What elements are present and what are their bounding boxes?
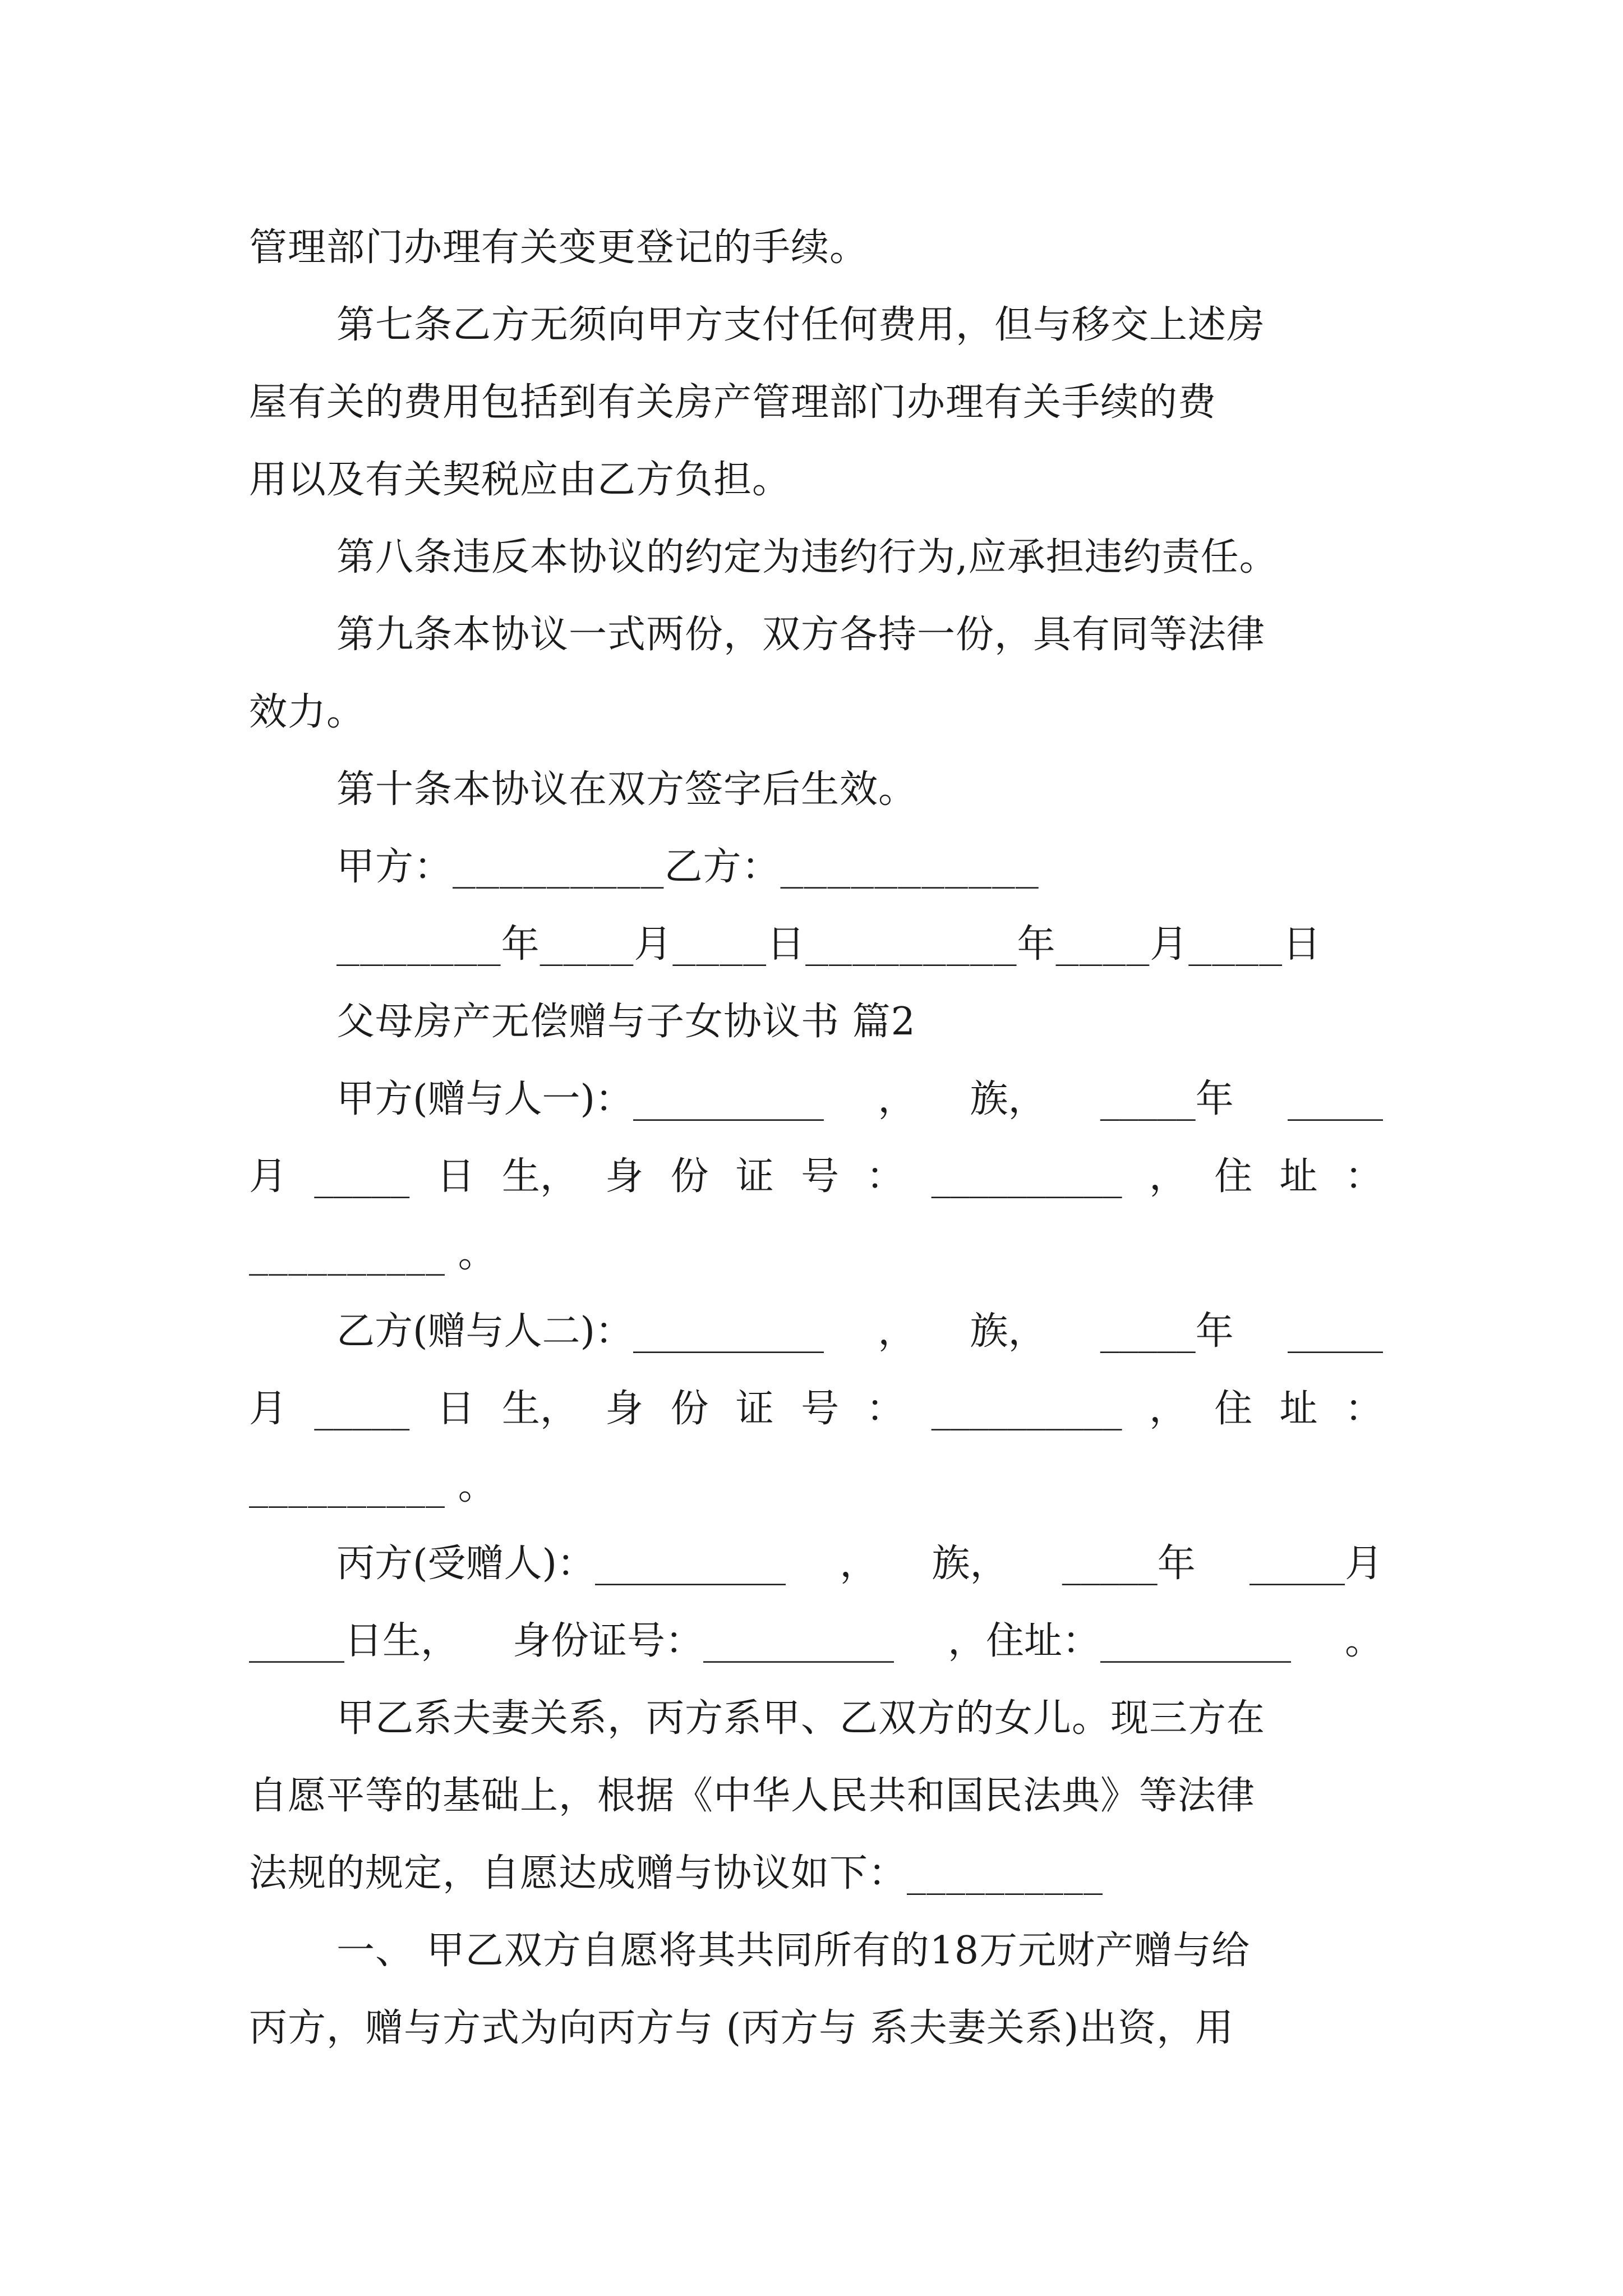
birth-month: _____月 [1249,1542,1383,1586]
char: 身 [605,1154,644,1199]
party-a-address-blank: __________ 。 [249,1232,497,1276]
comma: ， [878,1077,916,1121]
ethnicity-label: 族， [970,1309,1046,1354]
char: ： [1344,1387,1383,1431]
char: 份 [670,1387,709,1431]
birth-month-blank: _____ [1287,1309,1383,1354]
clause-7-line-2: 屋有关的费用包括到有关房产管理部门办理有关手续的费 [249,380,1217,425]
comma: ， [878,1309,916,1354]
id-number-blank: __________ [931,1387,1122,1431]
party-c-line-1 [336,1536,1383,1592]
period: 。 [1344,1619,1383,1663]
char: 证 [735,1154,774,1199]
char: 身 [605,1387,644,1431]
party-a-label: 甲方(赠与人一)：__________ [336,1077,824,1121]
month-label: 月 [249,1387,288,1431]
party-a-line-2 [249,1149,1383,1205]
signature-line: 甲方：_________乙方：___________ [336,845,1039,889]
party-b-address-blank: __________ 。 [249,1464,497,1508]
char: 份 [670,1154,709,1199]
clause-10: 第十条本协议在双方签字后生效。 [336,767,917,812]
address: ，住址：__________ [947,1619,1291,1663]
date-line: _______年____月____日_________年____月____日 [336,922,1322,967]
clause-8: 第八条违反本协议的约定为违约行为,应承担违约责任。 [336,535,1278,579]
ethnicity-label: 族， [970,1077,1046,1121]
party-b-line-2 [249,1381,1383,1437]
birth-year: _____年 [1062,1542,1196,1586]
char: 日 [436,1387,475,1431]
article-1-line-1: 一、 甲乙双方自愿将其共同所有的18万元财产赠与给 [336,1929,1251,1973]
char: 日 [436,1154,475,1199]
birth-day: _____日生， [249,1619,459,1663]
clause-6-continuation: 管理部门办理有关变更登记的手续。 [249,226,869,270]
party-c-line-2 [249,1613,1383,1669]
char: 证 [735,1387,774,1431]
clause-7-line-3: 用以及有关契税应由乙方负担。 [249,458,791,502]
clause-7-line-1: 第七条乙方无须向甲方支付任何费用，但与移交上述房 [336,303,1266,347]
section-heading: 父母房产无偿赠与子女协议书 篇2 [336,1000,916,1044]
ethnicity-label: 族， [932,1542,1008,1586]
day-blank: _____ [314,1154,410,1199]
char: 生， [501,1387,578,1431]
char: ， [1149,1387,1187,1431]
char: 号 [801,1154,840,1199]
party-a-line-1 [336,1071,1383,1128]
preamble-line-3: 法规的规定，自愿达成赠与协议如下：__________ [249,1851,1104,1895]
comma: ， [840,1542,878,1586]
id-number: 身份证号：__________ [512,1619,894,1663]
char: ： [1344,1154,1383,1199]
char: ： [866,1154,905,1199]
birth-month-blank: _____ [1287,1077,1383,1121]
party-b-line-1 [336,1304,1383,1360]
clause-9-line-2: 效力。 [249,690,366,734]
preamble-line-1: 甲乙系夫妻关系，丙方系甲、乙双方的女儿。现三方在 [336,1696,1266,1741]
article-1-line-2: 丙方，赠与方式为向丙方与 (丙方与 系夫妻关系)出资，用 [249,2006,1234,2050]
clause-9-line-1: 第九条本协议一式两份，双方各持一份，具有同等法律 [336,613,1266,657]
party-c-label: 丙方(受赠人)：__________ [336,1542,786,1586]
id-number-blank: __________ [931,1154,1122,1199]
char: 址 [1279,1387,1318,1431]
preamble-line-2: 自愿平等的基础上，根据《中华人民共和国民法典》等法律 [249,1774,1256,1818]
char: 生， [501,1154,578,1199]
day-blank: _____ [314,1387,410,1431]
birth-year: _____年 [1100,1309,1234,1354]
month-label: 月 [249,1154,288,1199]
party-b-label: 乙方(赠与人二)：__________ [336,1309,824,1354]
char: 号 [801,1387,840,1431]
char: 住 [1214,1387,1253,1431]
char: ： [866,1387,905,1431]
char: 址 [1279,1154,1318,1199]
birth-year: _____年 [1100,1077,1234,1121]
char: 住 [1214,1154,1253,1199]
char: ， [1149,1154,1187,1199]
